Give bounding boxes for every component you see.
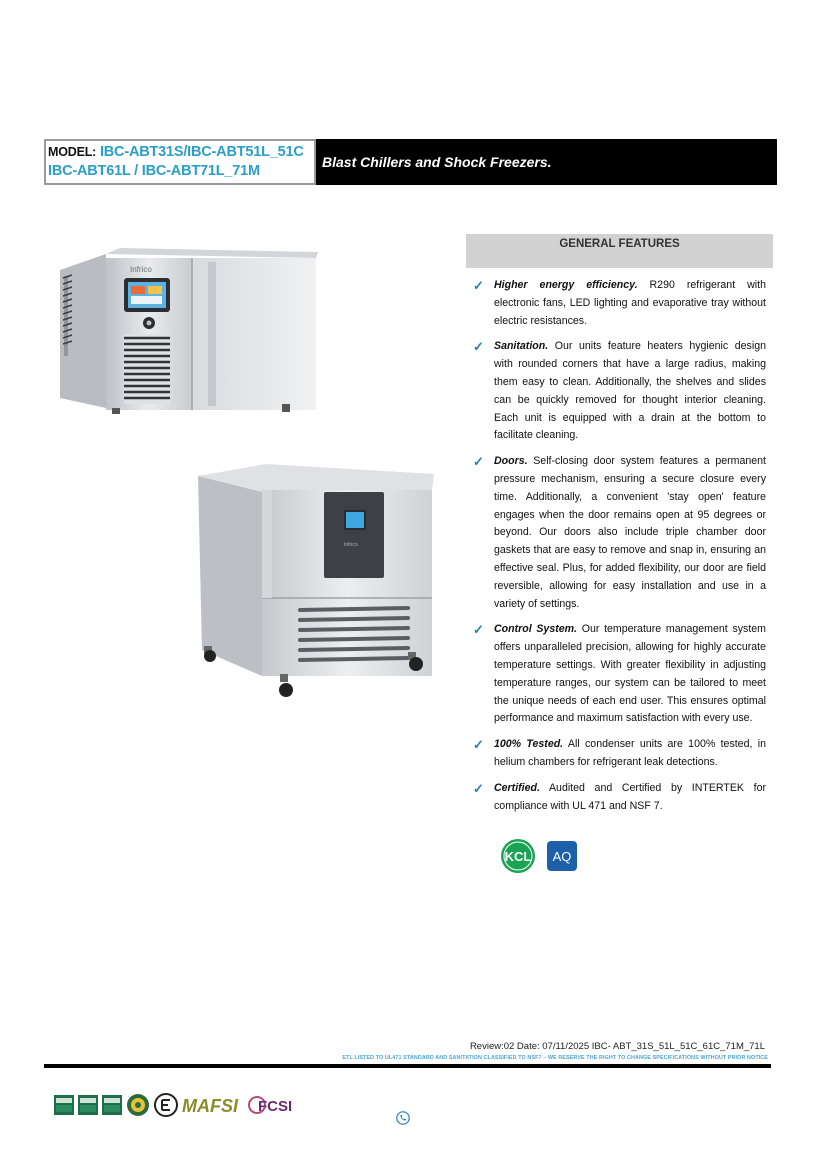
page-title: Blast Chillers and Shock Freezers. [322,154,552,170]
feature-item-tested [470,736,766,772]
doe-seal-logo [126,1093,150,1117]
footer-divider [44,1064,771,1068]
footer-logos [54,1093,294,1117]
energy-star-logo-3 [102,1095,122,1115]
kcl-logo [500,838,536,874]
checkmark-icon: ✓ [473,278,484,293]
feature-description: Self-closing door system features a permanent pressure mechanism, ensuring a secure closure every time. Additionally, a convenient 'stay open' feature engages when the door remains open at 95 degrees or beyond. Our doors also include triple chamber door gaskets that are easy to remove and snap in, ensuring an effective seal. Plus, for added flexibility, our door are field reversible, allowing for easy installation and use in a variety of settings. [494,455,766,610]
feature-title: Control System. [494,623,577,636]
mafsi-logo [182,1094,244,1116]
model-number-1: IBC-ABT31S/IBC-ABT51L_51C [99,144,304,160]
title-bar [316,139,777,185]
etl-logo [154,1093,178,1117]
feature-item-control-system [470,621,766,728]
feature-item-energy [470,277,766,330]
feature-description: All condenser units are 100% tested, in helium chambers for refrigerant leak detections. [494,738,766,768]
feature-text [494,277,766,330]
feature-description: Audited and Certified by INTERTEK for compliance with UL 471 and NSF 7. [494,781,766,812]
phone-icon [396,1111,410,1125]
mafsi-logo-text: MAFSI [182,1096,238,1116]
feature-text [494,780,766,816]
feature-title: Doors. [494,455,528,468]
checkmark-icon: ✓ [473,737,484,753]
top-brand-label: Infrico [130,265,152,274]
model-label: MODEL: [48,145,97,159]
feature-title: Certified. [494,781,540,794]
model-line-2 [48,162,311,181]
feature-text [494,736,766,772]
review-info: Review:02 Date: 07/11/2025 IBC- ABT_31S_51L_51C_61C_71M_71L [469,1041,765,1052]
bottom-brand-label: Infrico [344,542,358,548]
feature-description: Our temperature management system offers unparalleled precision, allowing for highly accurate temperature settings. With greater flexibility in adjusting temperature ranges, our system can be tailored to meet the unique needs of each end user. This ensures optimal performance and maximum satisfaction with every use. [494,623,766,725]
certification-logos [500,838,578,874]
model-line-1 [48,143,311,162]
feature-item-sanitation [470,338,766,445]
aq-logo-text: AQ [552,849,572,864]
fcsi-logo-text: FCSI [258,1098,293,1115]
feature-title: Higher energy efficiency. [494,279,638,291]
feature-description: R290 refrigerant with electronic fans, LED lighting and evaporative tray without electric resistances. [494,279,766,327]
feature-text [494,621,766,728]
feature-title: 100% Tested. [494,738,564,751]
undercounter-blast-chiller-image [60,248,318,416]
model-number-2: IBC-ABT61L / IBC-ABT71L_71M [48,163,260,179]
checkmark-icon: ✓ [473,780,484,796]
energy-star-logo-2 [78,1095,98,1115]
features-list [470,277,766,823]
feature-title: Sanitation. [494,340,549,353]
disclaimer-text: ETL LISTED TO UL471 STANDARD AND SANITATION CLASSIFIED TO NSF7 – WE RESERVE THE RIGHT TO CHANGE SPECIFICATIONS WITHOUT PRIOR NOTICE [342,1055,768,1061]
feature-item-doors [470,453,766,613]
energy-star-logo-1 [54,1095,74,1115]
model-box [44,139,316,185]
feature-description: Our units feature heaters hygienic design with rounded corners that have a large radius, making them easy to clean. Additionally, the shelves and slides can be quickly removed for thought interior cleaning. Each unit is equipped with a drain at the bottom to facilitate cleaning. [494,340,766,442]
checkmark-icon: ✓ [473,339,484,355]
aq-logo [546,840,578,872]
checkmark-icon: ✓ [473,622,484,638]
feature-item-certified [470,780,766,816]
feature-text [494,453,766,613]
kcl-logo-text: KCL [504,849,532,864]
checkmark-icon: ✓ [473,454,484,470]
blast-chiller-cart-image [196,462,436,702]
feature-text [494,338,766,445]
fcsi-logo [248,1094,294,1116]
general-features-heading: GENERAL FEATURES [466,234,773,268]
